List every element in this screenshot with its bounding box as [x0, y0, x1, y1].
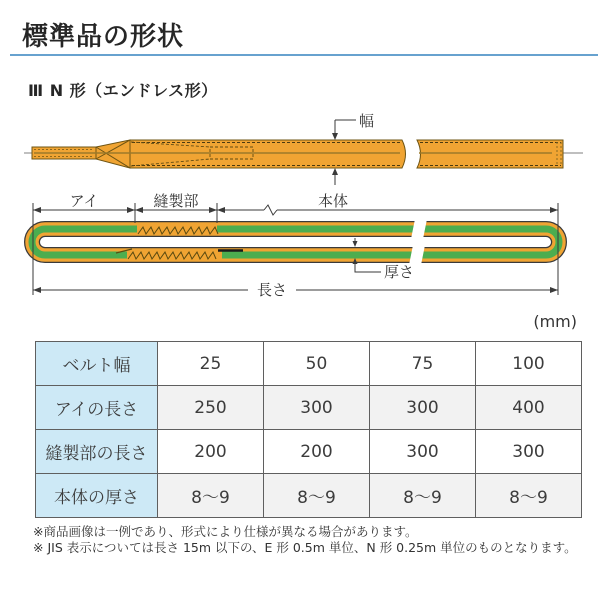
- table-cell: 300: [264, 386, 370, 430]
- table-cell: 8～9: [158, 474, 264, 518]
- spec-table: [35, 341, 582, 518]
- thickness-dimension-label: 厚さ: [384, 263, 415, 281]
- table-cell: 200: [158, 430, 264, 474]
- table-cell: 250: [158, 386, 264, 430]
- length-dimension-label: 長さ: [256, 281, 288, 299]
- table-cell: 50: [264, 342, 370, 386]
- eye-dimension-label: アイ: [69, 193, 99, 210]
- transition-fold: [96, 140, 130, 168]
- section-subtitle: Ⅲ N 形（エンドレス形）: [28, 81, 218, 100]
- footnote-jis: ※ JIS 表示については長さ 15m 以下の、E 形 0.5m 単位、N 形 0.25m 単位のものとなります。: [33, 539, 577, 555]
- table-cell: 300: [476, 430, 582, 474]
- table-cell: 8～9: [264, 474, 370, 518]
- width-dimension-label: 幅: [359, 112, 375, 130]
- footnote-product-image: ※商品画像は一例であり、形式により仕様が異なる場合があります。: [33, 524, 418, 539]
- width-arrow-down: [332, 133, 338, 140]
- row-header-belt-width: ベルト幅: [36, 342, 158, 386]
- row-header-body-thickness: 本体の厚さ: [36, 474, 158, 518]
- page-title: 標準品の形状: [22, 22, 185, 52]
- width-arrow-up: [332, 168, 338, 175]
- body-dimension-label: 本体: [317, 193, 349, 210]
- table-row: [36, 474, 582, 518]
- loop-orange-belt: [32, 229, 559, 255]
- title-underline: [10, 54, 598, 56]
- dimension-break: [264, 205, 277, 215]
- table-row: [36, 430, 582, 474]
- table-cell: 300: [370, 430, 476, 474]
- row-header-eye-length: アイの長さ: [36, 386, 158, 430]
- unit-note: (mm): [533, 312, 577, 331]
- belt-top-view-diagram: [0, 108, 600, 193]
- table-row: [36, 342, 582, 386]
- belt-side-view-diagram: [0, 193, 600, 305]
- table-cell: 200: [264, 430, 370, 474]
- table-row: [36, 386, 582, 430]
- sewn-dimension-label: 縫製部: [153, 193, 199, 210]
- table-cell: 300: [370, 386, 476, 430]
- table-cell: 400: [476, 386, 582, 430]
- table-cell: 75: [370, 342, 476, 386]
- row-header-sewn-length: 縫製部の長さ: [36, 430, 158, 474]
- table-cell: 8～9: [476, 474, 582, 518]
- belt-band-right: [417, 140, 563, 168]
- table-cell: 100: [476, 342, 582, 386]
- table-cell: 8～9: [370, 474, 476, 518]
- footnotes: [33, 524, 593, 555]
- table-cell: 25: [158, 342, 264, 386]
